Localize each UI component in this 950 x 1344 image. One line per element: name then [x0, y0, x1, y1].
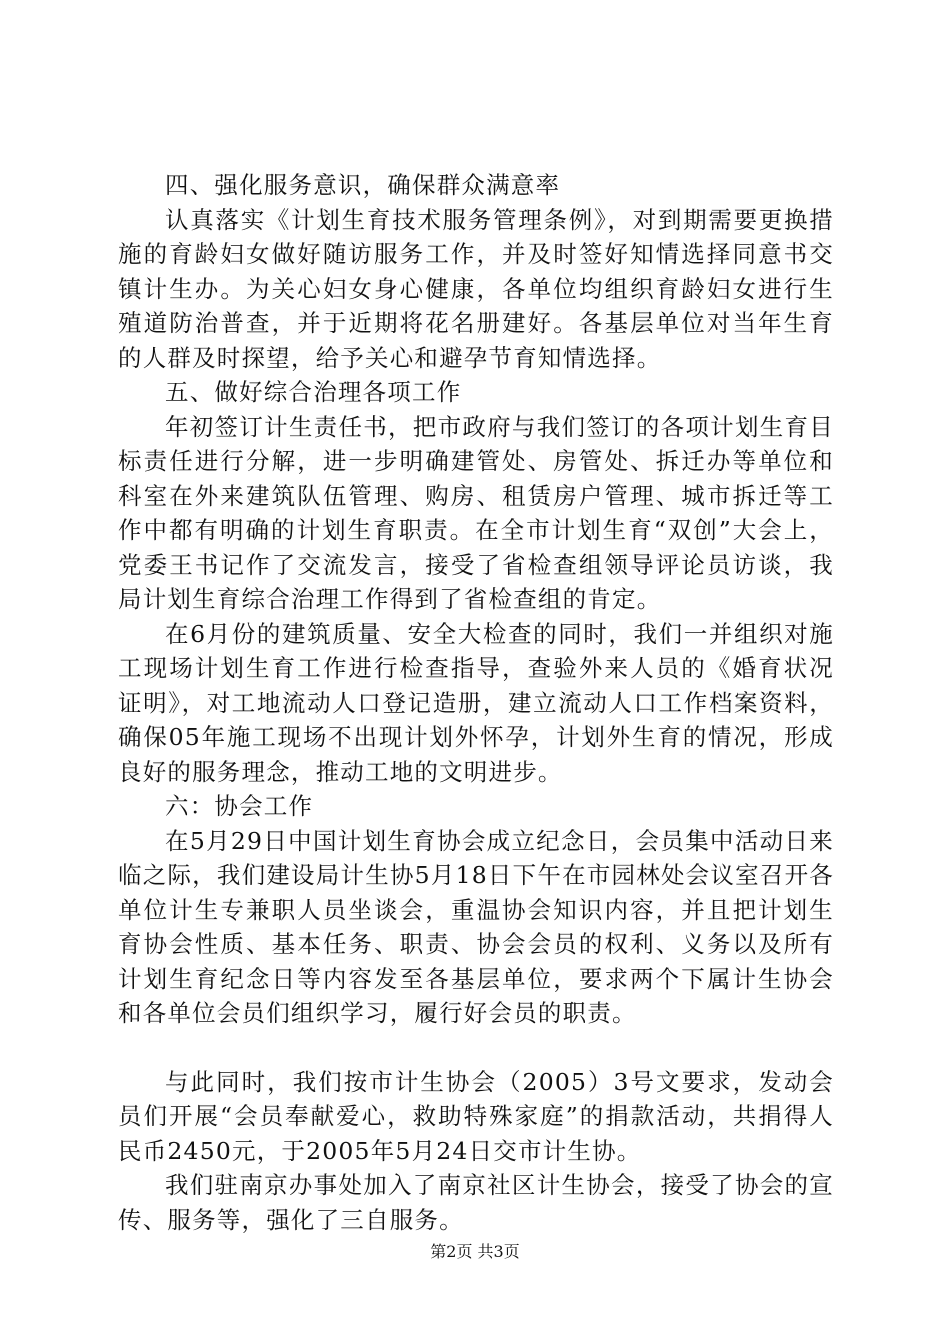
paragraph-responsibility: 年初签订计生责任书，把市政府与我们签订的各项计划生育目标责任进行分解，进一步明确建管处、房管处、拆迁办等单位和科室在外来建筑队伍管理、购房、租赁房户管理、城市拆迁等工作中都有明确的计划生育职责。在全市计划生育“双创”大会上，党委王书记作了交流发言，接受了省检查组领导评论员访谈，我局计划生育综合治理工作得到了省检查组的肯定。 — [118, 412, 834, 613]
section-heading-4: 四、强化服务意识，确保群众满意率 — [165, 171, 561, 199]
section-heading-6: 六：协会工作 — [165, 792, 314, 820]
document-body — [118, 168, 834, 1237]
section-heading-5: 五、做好综合治理各项工作 — [165, 378, 462, 406]
page-footer: 第2页 共3页 — [430, 1242, 520, 1261]
paragraph-donation: 与此同时，我们按市计生协会（2005）3号文要求，发动会员们开展“会员奉献爱心，救助特殊家庭”的捐款活动，共捐得人民币2450元，于2005年5月24日交市计生协。 — [118, 1067, 834, 1165]
paragraph-service-awareness: 认真落实《计划生育技术服务管理条例》，对到期需要更换措施的育龄妇女做好随访服务工作，并及时签好知情选择同意书交镇计生办。为关心妇女身心健康，各单位均组织育龄妇女进行生殖道防治普查，并于近期将花名册建好。各基层单位对当年生育的人群及时探望，给予关心和避孕节育知情选择。 — [118, 205, 834, 372]
paragraph-nanjing-office: 我们驻南京办事处加入了南京社区计生协会，接受了协会的宣传、服务等，强化了三自服务。 — [118, 1171, 834, 1234]
paragraph-association-meeting: 在5月29日中国计划生育协会成立纪念日，会员集中活动日来临之际，我们建设局计生协5月18日下午在市园林处会议室召开各单位计生专兼职人员坐谈会，重温协会知识内容，并且把计划生育协会性质、基本任务、职责、协会会员的权利、义务以及所有计划生育纪念日等内容发至各基层单位，要求两个下属计生协会和各单位会员们组织学习，履行好会员的职责。 — [118, 826, 834, 1027]
paragraph-construction-inspection: 在6月份的建筑质量、安全大检查的同时，我们一并组织对施工现场计划生育工作进行检查指导，查验外来人员的《婚育状况证明》，对工地流动人口登记造册，建立流动人口工作档案资料，确保05年施工现场不出现计划外怀孕，计划外生育的情况，形成良好的服务理念，推动工地的文明进步。 — [118, 619, 834, 786]
paragraph-spacer — [118, 1031, 834, 1065]
